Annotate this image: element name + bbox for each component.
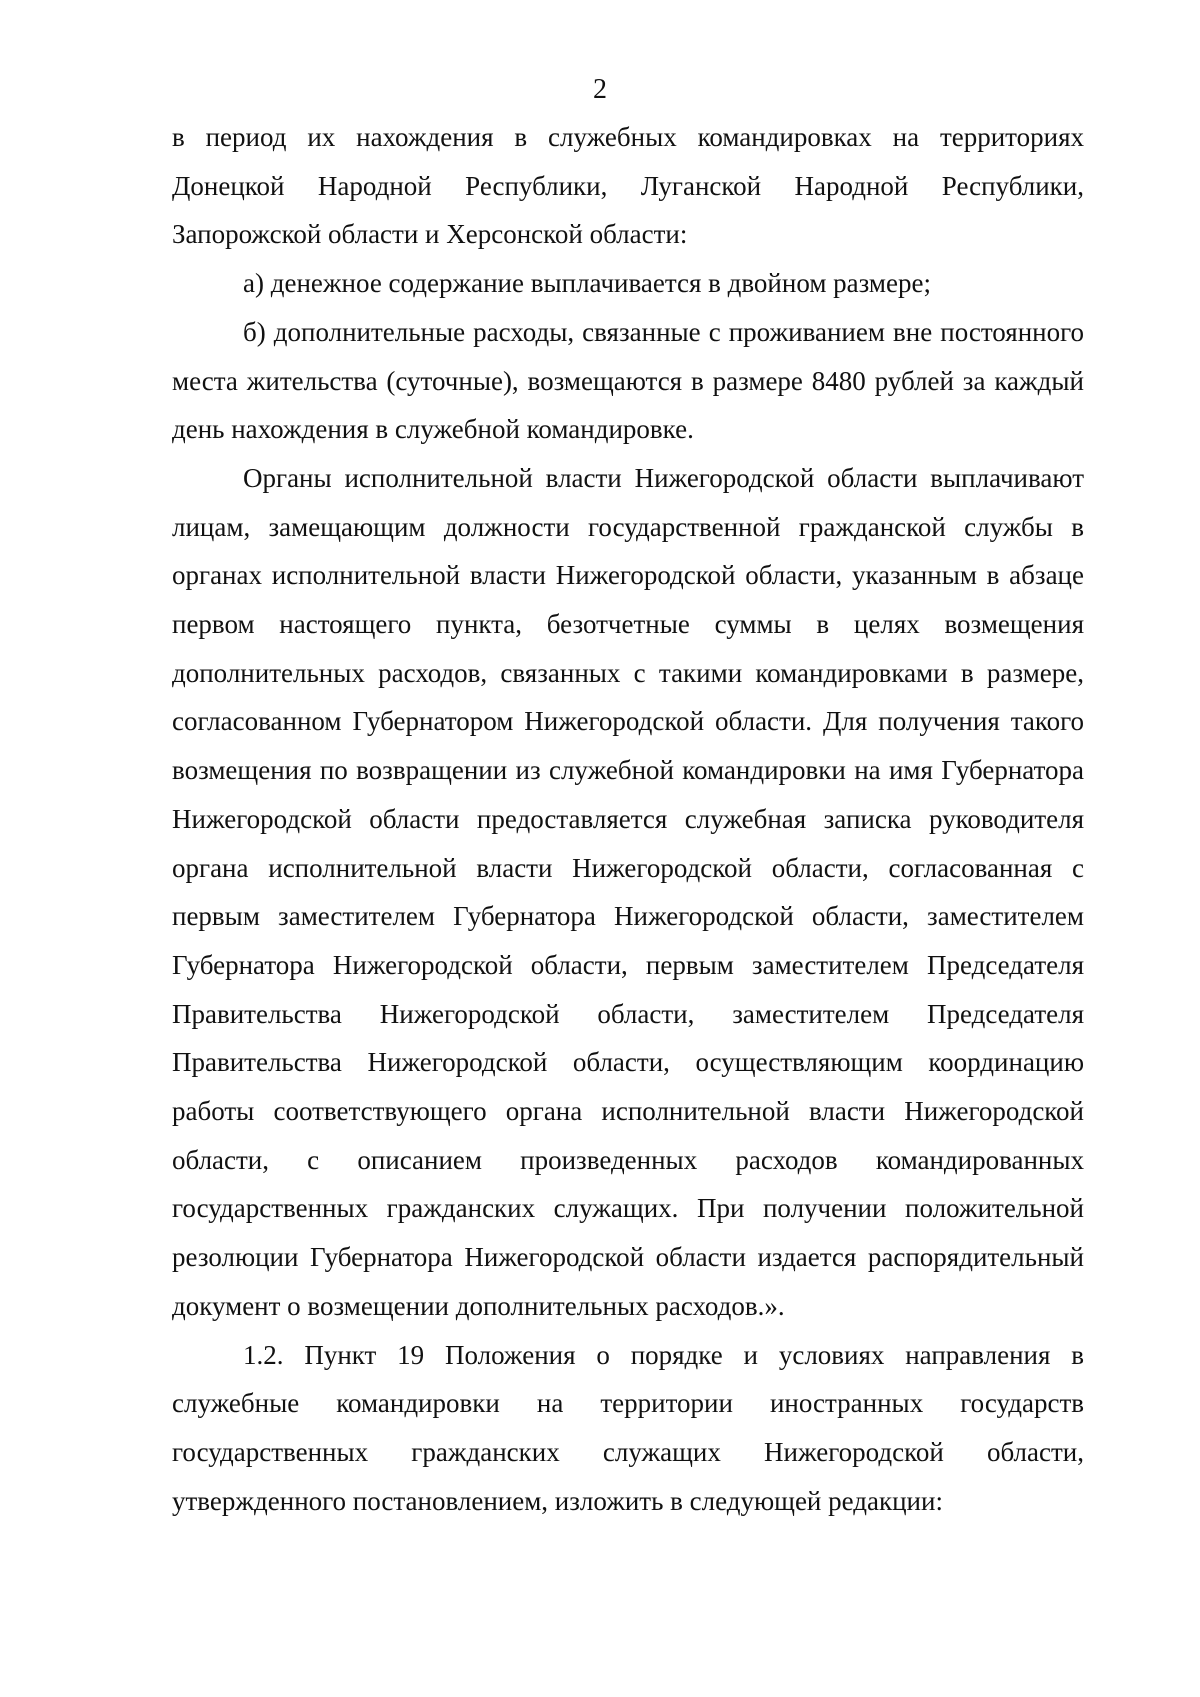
- paragraph-executive-bodies: Органы исполнительной власти Нижегородской области выплачивают лицам, замещающим должности государственной гражданской службы в органах исполнительной власти Нижегородской области, указанным в абзаце первом настоящего пункта, безотчетные суммы в целях возмещения дополнительных расходов, связанных с такими командировками в размере, согласованном Губернатором Нижегородской области. Для получения такого возмещения по возвращении из служебной командировки на имя Губернатора Нижегородской области предоставляется служебная записка руководителя органа исполнительной власти Нижегородской области, согласованная с первым заместителем Губернатора Нижегородской области, заместителем Губернатора Нижегородской области, первым заместителем Председателя Правительства Нижегородской области, заместителем Председателя Правительства Нижегородской области, осуществляющим координацию работы соответствующего органа исполнительной власти Нижегородской области, с описанием произведенных расходов командированных государственных гражданских служащих. При получении положительной резолюции Губернатора Нижегородской области издается распорядительный документ о возмещении дополнительных расходов.».: [172, 462, 1084, 1321]
- paragraph-item-a: а) денежное содержание выплачивается в двойном размере;: [243, 268, 931, 299]
- document-body: [172, 113, 1084, 1525]
- paragraph-continuation: в период их нахождения в служебных командировках на территориях Донецкой Народной Республики, Луганской Народной Республики, Запорожской области и Херсонской области:: [172, 122, 1084, 250]
- paragraph-item-b: б) дополнительные расходы, связанные с проживанием вне постоянного места жительства (суточные), возмещаются в размере 8480 рублей за каждый день нахождения в служебной командировке.: [172, 316, 1084, 445]
- paragraph-clause-1-2: 1.2. Пункт 19 Положения о порядке и условиях направления в служебные командировки на территории иностранных государств государственных гражданских служащих Нижегородской области, утвержденного постановлением, изложить в следующей редакции:: [172, 1339, 1084, 1516]
- page-number: 2: [593, 74, 607, 105]
